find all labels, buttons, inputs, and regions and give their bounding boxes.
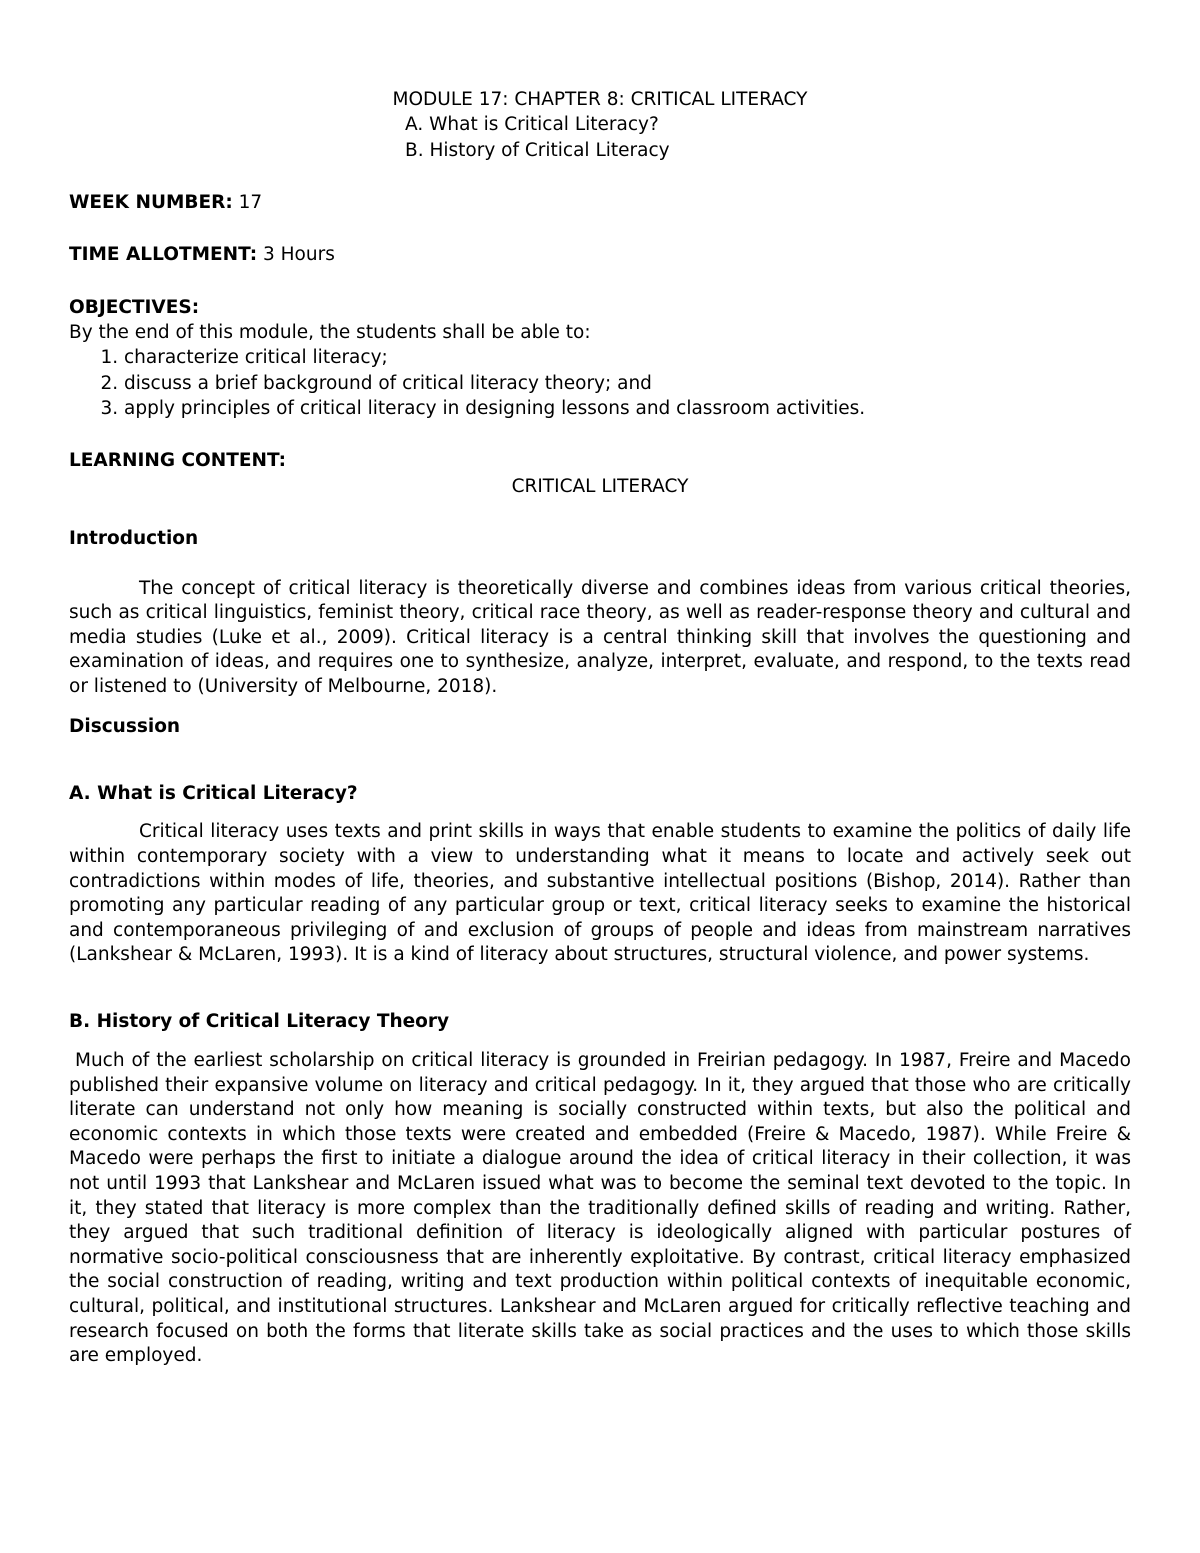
time-value: 3 Hours <box>263 244 335 265</box>
learning-content-heading: LEARNING CONTENT: <box>69 449 286 471</box>
discussion-heading: Discussion <box>69 716 181 738</box>
objective-item: 1. characterize critical literacy; <box>124 345 1131 371</box>
objective-item: 3. apply principles of critical literacy in designing lessons and classroom activities. <box>124 396 1131 422</box>
learning-content-title: CRITICAL LITERACY <box>511 475 689 497</box>
week-value: 17 <box>238 192 263 213</box>
objectives-list <box>69 345 1131 422</box>
week-number <box>69 190 1131 215</box>
document-page <box>69 85 1131 1369</box>
section-a-text: Critical literacy uses texts and print skills in ways that enable students to examine the politics of daily life within contemporary society with a view to understanding what it means to locate and actively seek out contradictions within modes of life, theories, and substantive intellectual positions (Bishop, 2014). Rather than promoting any particular reading of any particular group or text, critical literacy seeks to examine the historical and contemporaneous privileging of and exclusion of groups of people and ideas from mainstream narratives (Lankshear & McLaren, 1993). It is a kind of literacy about structures, structural violence, and power systems. <box>69 821 1131 966</box>
time-allotment <box>69 242 1131 267</box>
week-label: WEEK NUMBER: <box>69 192 233 213</box>
section-b-text: Much of the earliest scholarship on critical literacy is grounded in Freirian pedagogy. In 1987, Freire and Macedo published their expansive volume on literacy and critical pedagogy. In it, they argued that those who are critically literate can understand not only how meaning is socially constructed within texts, but also the political and economic contexts in which those texts were created and embedded (Freire & Macedo, 1987). While Freire & Macedo were perhaps the first to initiate a dialogue around the idea of critical literacy in their collection, it was not until 1993 that Lankshear and McLaren issued what was to become the seminal text devoted to the topic. In it, they stated that literacy is more complex than the traditionally defined skills of reading and writing. Rather, they argued that such traditional definition of literacy is ideologically aligned with particular postures of normative socio-political consciousness that are inherently exploitative. By contrast, critical literacy emphasized the social construction of reading, writing and text production within political contexts of inequitable economic, cultural, political, and institutional structures. Lankshear and McLaren argued for critically reflective teaching and research focused on both the forms that literate skills take as social practices and the uses to which those skills are employed. <box>69 1050 1131 1367</box>
section-a-heading: A. What is Critical Literacy? <box>69 783 358 805</box>
topic-a: A. What is Critical Literacy? <box>405 114 659 135</box>
topic-b: B. History of Critical Literacy <box>405 140 670 161</box>
section-b-heading: B. History of Critical Literacy Theory <box>69 1011 450 1033</box>
objectives-intro: By the end of this module, the students shall be able to: <box>69 322 591 343</box>
objectives-heading: OBJECTIVES: <box>69 297 200 318</box>
module-title: MODULE 17: CHAPTER 8: CRITICAL LITERACY <box>392 89 808 110</box>
introduction-text: The concept of critical literacy is theoretically diverse and combines ideas from various critical theories, such as critical linguistics, feminist theory, critical race theory, as well as reader-response theory and cultural and media studies (Luke et al., 2009). Critical literacy is a central thinking skill that involves the questioning and examination of ideas, and requires one to synthesize, analyze, interpret, evaluate, and respond, to the texts read or listened to (University of Melbourne, 2018). <box>69 577 1131 697</box>
objective-item: 2. discuss a brief background of critical literacy theory; and <box>124 371 1131 397</box>
introduction-heading: Introduction <box>69 527 199 549</box>
time-label: TIME ALLOTMENT: <box>69 244 258 265</box>
